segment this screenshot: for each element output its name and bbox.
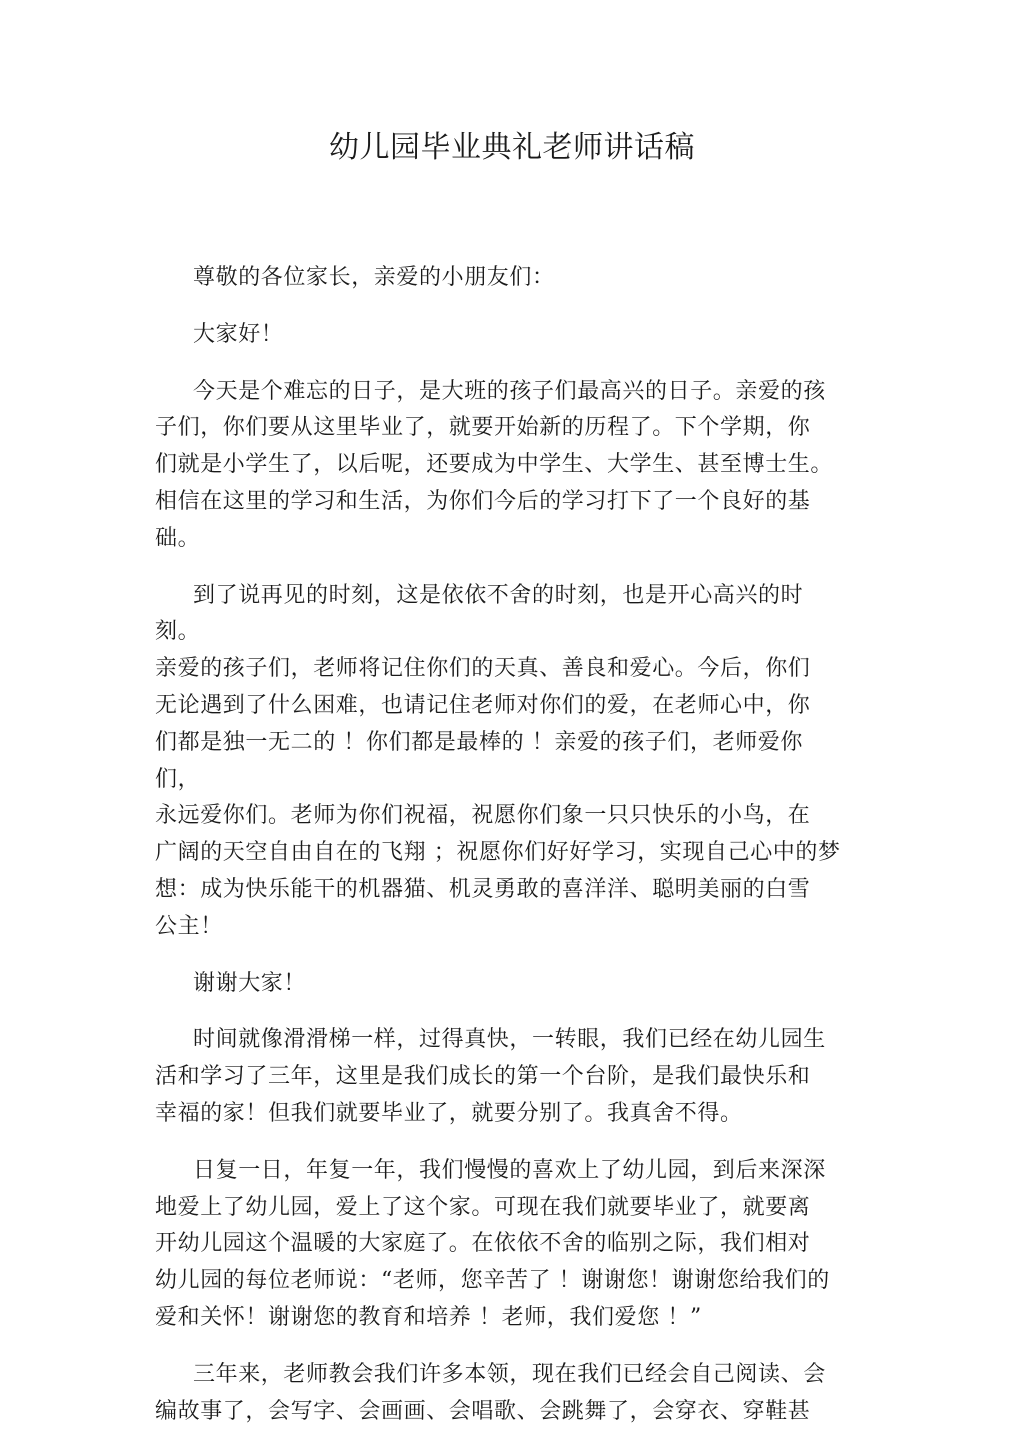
paragraph-unforgettable-day: 今天是个难忘的日子，是大班的孩子们最高兴的日子。亲爱的孩 子们，你们要从这里毕业了，就要开始新的历程了。下个学期，你 们就是小学生了，以后呢，还要成为中学生、大学生、甚至博士生。 相信在这里的学习和生活，为你们今后的学习打下了一个良好的基 础。 bbox=[155, 378, 834, 551]
paragraph-farewell: 到了说再见的时刻，这是依依不舍的时刻，也是开心高兴的时刻。 亲爱的孩子们，老师将记住你们的天真、善良和爱心。今后，你们 无论遇到了什么困难，也请记住老师对你们的爱，在老师心中，你 们都是独一无二的 ！你们都是最棒的 ！亲爱的孩子们，老师爱你们， 永远爱你们。老师为你们祝福，祝愿你们象一只只快乐的小鸟，在 广阔的天空自由自在的飞翔 ；祝愿你们好好学习，实现自己心中的梦 想：成为快乐能干的机器猫、机灵勇敢的喜洋洋、聪明美丽的白雪 公主！ bbox=[155, 582, 841, 939]
paragraph-greeting: 尊敬的各位家长，亲爱的小朋友们： bbox=[193, 265, 555, 290]
paragraph-hello: 大家好！ bbox=[193, 321, 284, 347]
paragraph-day-after-day: 日复一日，年复一年，我们慢慢的喜欢上了幼儿园，到后来深深 地爱上了幼儿园，爱上了这个家。可现在我们就要毕业了，就要离 开幼儿园这个温暖的大家庭了。在依依不舍的临别之际，我们相对 幼儿园的每位老师说：“老师，您辛苦了 ！谢谢您！谢谢您给我们的 爱和关怀！谢谢您的教育和培养 ！老师，我们爱您 ！” bbox=[155, 1157, 830, 1330]
document-body bbox=[155, 260, 845, 1450]
paragraph-time-flies: 时间就像滑滑梯一样，过得真快，一转眼，我们已经在幼儿园生 活和学习了三年，这里是我们成长的第一个台阶，是我们最快乐和 幸福的家！但我们就要毕业了，就要分别了。我真舍不得。 bbox=[155, 1027, 826, 1126]
paragraph-three-years: 三年来，老师教会我们许多本领，现在我们已经会自己阅读、会 编故事了，会写字、会画画、会唱歌、会跳舞了，会穿衣、穿鞋甚 bbox=[155, 1361, 826, 1424]
document-title: 幼儿园毕业典礼老师讲话稿 bbox=[329, 130, 695, 165]
paragraph-thanks: 谢谢大家！ bbox=[193, 970, 307, 996]
